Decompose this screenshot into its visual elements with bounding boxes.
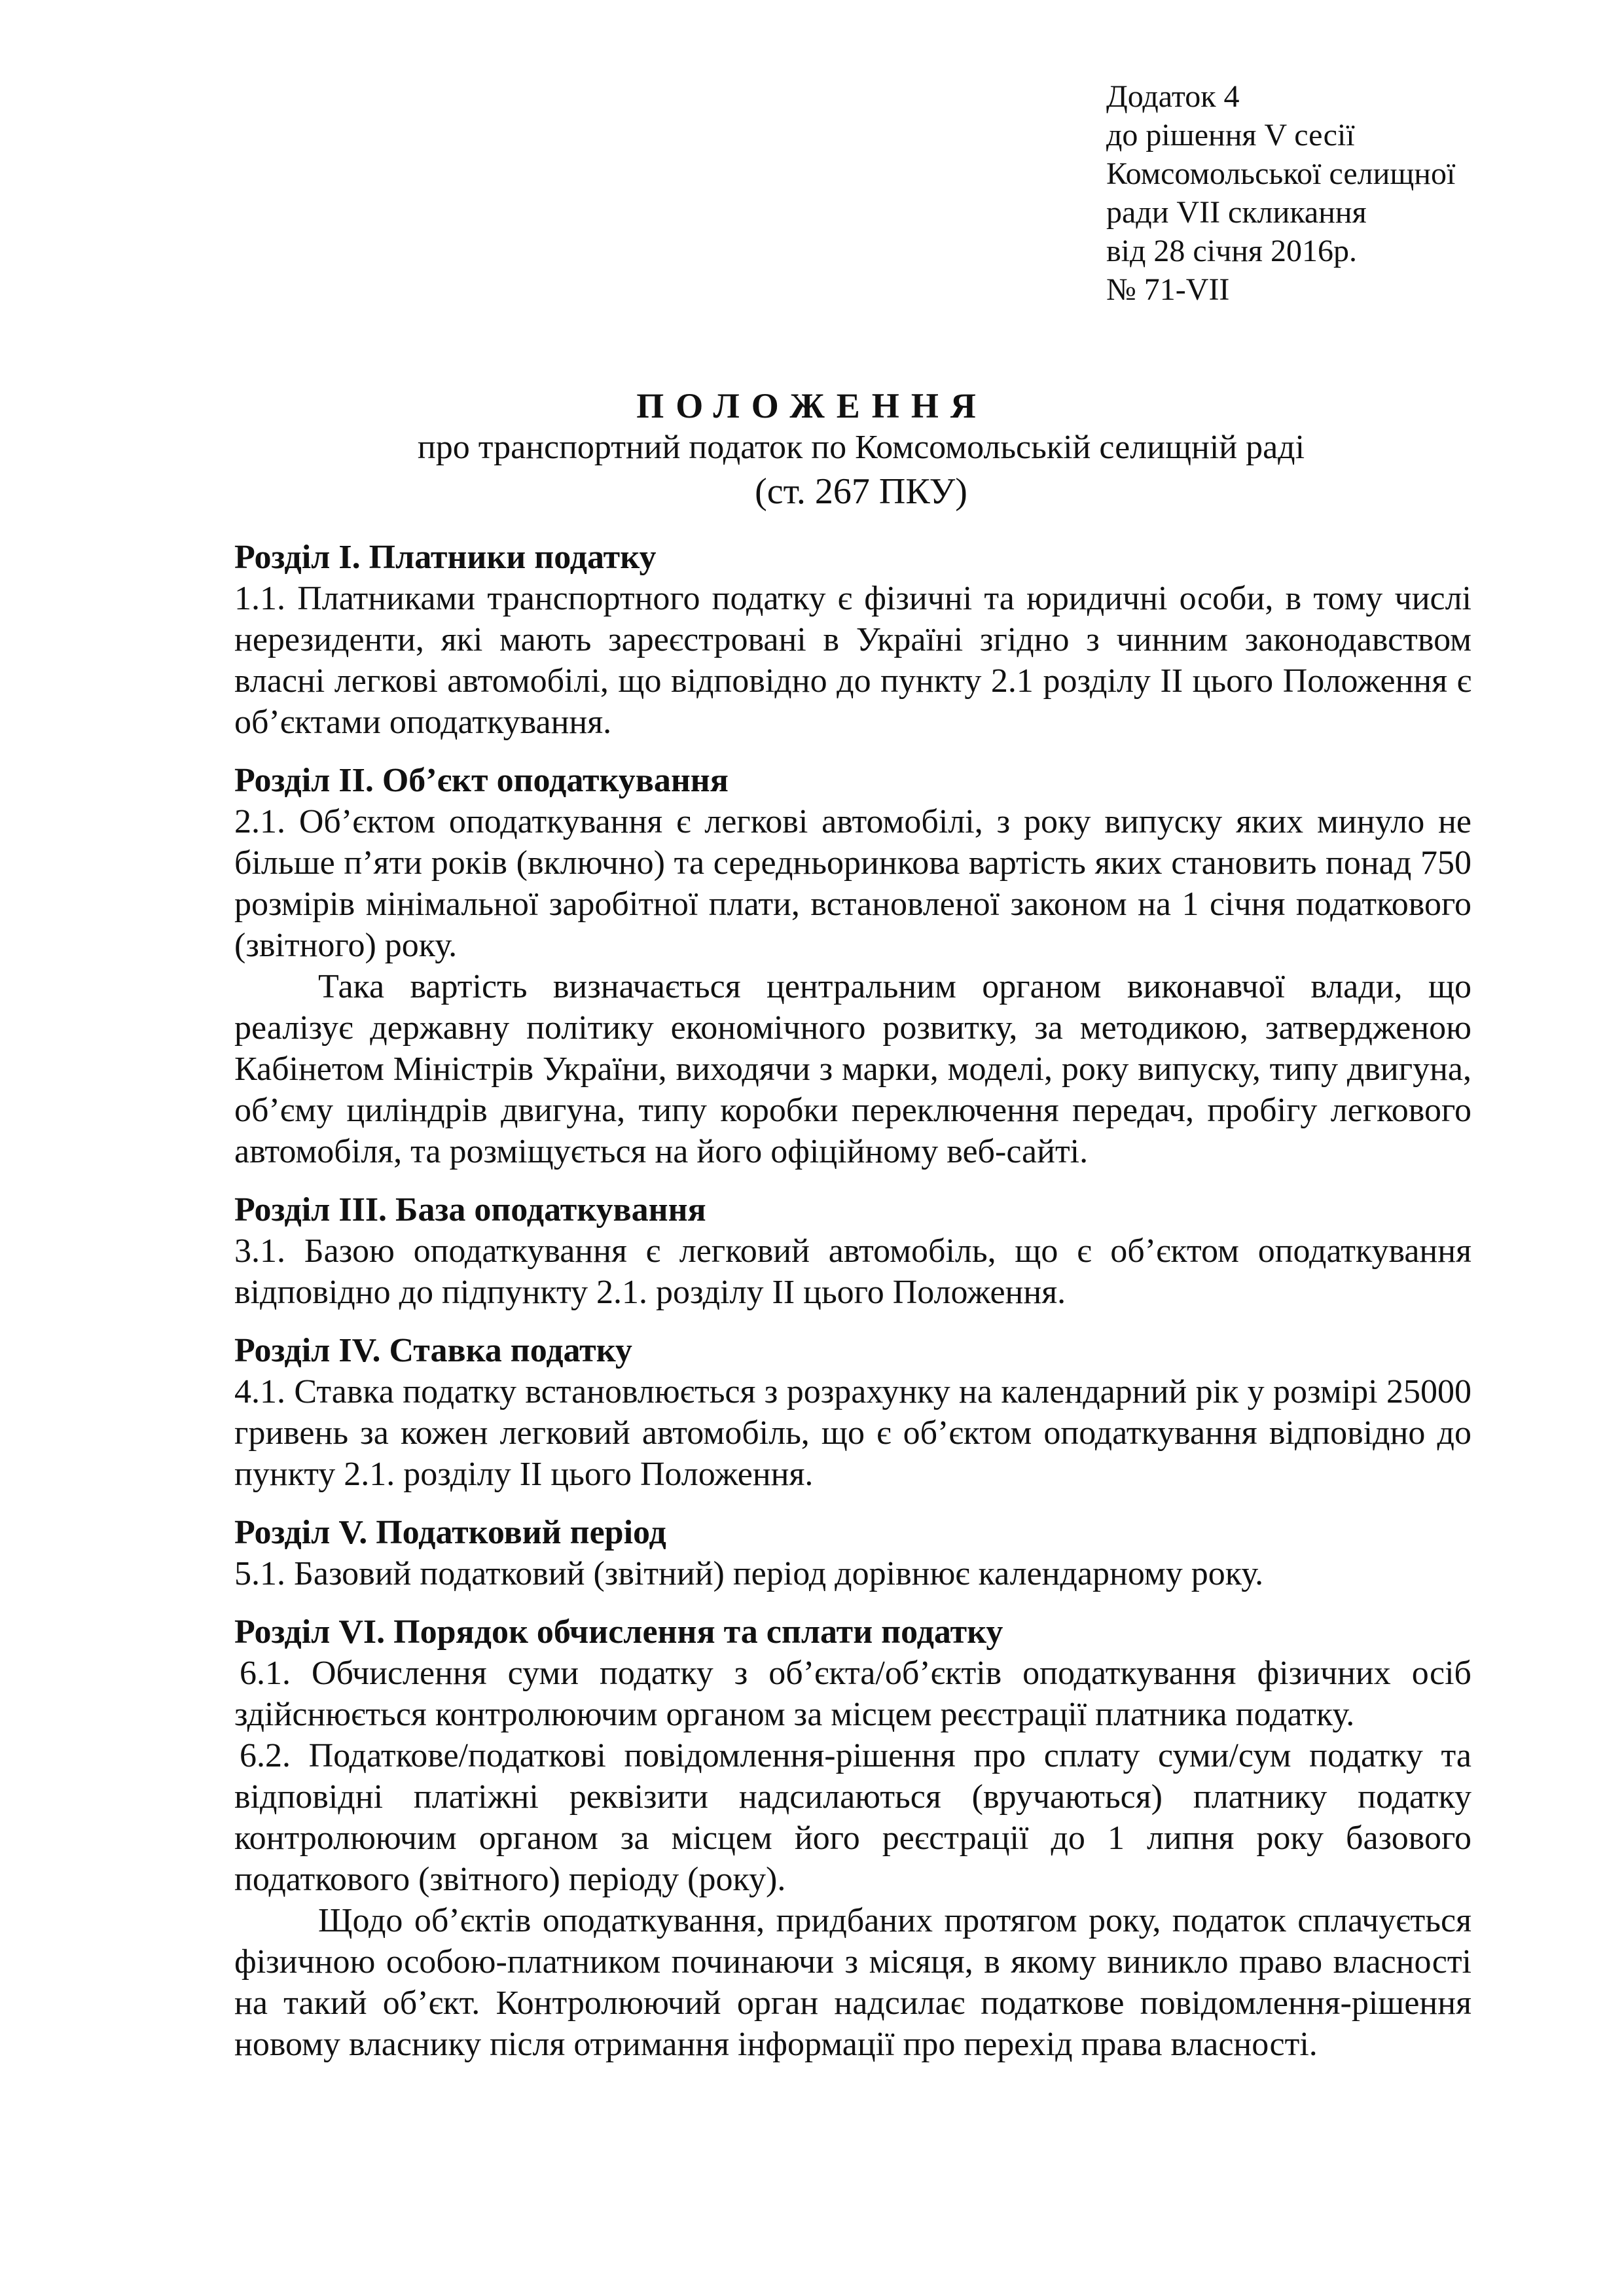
paragraph: 2.1. Об’єктом оподаткування є легкові автомобілі, з року випуску яких минуло не більше п’яти років (включно) та середньоринкова вартість яких становить понад 750 розмірів мінімальної заробітної плати, встановленої законом на 1 січня податкового (звітного) року.	[234, 803, 1471, 964]
appendix-line: від 28 січня 2016р.	[1106, 234, 1357, 268]
section-heading: Розділ VI. Порядок обчислення та сплати податку	[234, 1613, 1003, 1651]
appendix-line: Додаток 4	[1106, 79, 1240, 114]
document-article-reference: (ст. 267 ПКУ)	[755, 471, 967, 512]
section-rate	[234, 1330, 1471, 1495]
paragraph: 6.2. Податкове/податкові повідомлення-рішення про сплату суми/сум податку та відповідні платіжні реквізити надсилаються (вручаються) платнику податку контролюючим органом за місцем його реєстрації до 1 липня року базового податкового (звітного) періоду (року).	[234, 1737, 1471, 1898]
appendix-line: ради VII скликання	[1106, 195, 1367, 230]
appendix-note	[1106, 77, 1564, 309]
paragraph: 1.1. Платниками транспортного податку є фізичні та юридичні особи, в тому числі нерезиденти, які мають зареєстровані в Україні згідно з чинним законодавством власні легкові автомобілі, що відповідно до пункту 2.1 розділу II цього Положення є об’єктами оподаткування.	[234, 580, 1471, 741]
appendix-line: № 71-VII	[1106, 272, 1230, 307]
paragraph: 6.1. Обчислення суми податку з об’єкта/об’єктів оподаткування фізичних осіб здійснюється контролюючим органом за місцем реєстрації платника податку.	[234, 1655, 1471, 1733]
appendix-line: Комсомольської селищної	[1106, 156, 1456, 191]
section-heading: Розділ III. База оподаткування	[234, 1191, 706, 1229]
document-title: ПОЛОЖЕННЯ	[636, 386, 988, 425]
appendix-line: до рішення V сесії	[1106, 118, 1355, 152]
paragraph: Щодо об’єктів оподаткування, придбаних протягом року, податок сплачується фізичною особою-платником починаючи з місяця, в якому виникло право власності на такий об’єкт. Контролюючий орган надсилає податкове повідомлення-рішення новому власнику після отримання інформації про перехід права власності.	[234, 1902, 1471, 2063]
section-payers	[234, 537, 1471, 743]
section-heading: Розділ V. Податковий період	[234, 1514, 666, 1551]
section-heading: Розділ I. Платники податку	[234, 539, 657, 576]
section-heading: Розділ II. Об’єкт оподаткування	[234, 762, 729, 799]
paragraph: 4.1. Ставка податку встановлюється з розрахунку на календарний рік у розмірі 25000 гривень за кожен легковий автомобіль, що є об’єктом оподаткування відповідно до пункту 2.1. розділу II цього Положення.	[234, 1373, 1471, 1493]
document-subtitle: про транспортний податок по Комсомольській селищній раді	[417, 429, 1305, 466]
section-period	[234, 1512, 1471, 1594]
section-base	[234, 1189, 1471, 1313]
paragraph: Така вартість визначається центральним органом виконавчої влади, що реалізує державну політику економічного розвитку, за методикою, затвердженою Кабінетом Міністрів України, виходячи з марки, моделі, року випуску, типу двигуна, об’єму циліндрів двигуна, типу коробки переключення передач, пробігу легкового автомобіля, та розміщується на його офіційному веб-сайті.	[234, 968, 1471, 1170]
section-procedure	[234, 1611, 1471, 2065]
section-heading: Розділ IV. Ставка податку	[234, 1332, 632, 1369]
paragraph: 5.1. Базовий податковий (звітний) період дорівнює календарному року.	[234, 1555, 1264, 1592]
paragraph: 3.1. Базою оподаткування є легковий автомобіль, що є об’єктом оподаткування відповідно до підпункту 2.1. розділу II цього Положення.	[234, 1232, 1471, 1311]
section-object	[234, 760, 1471, 1172]
document-body	[234, 537, 1471, 2082]
document-title-block	[0, 385, 1624, 514]
